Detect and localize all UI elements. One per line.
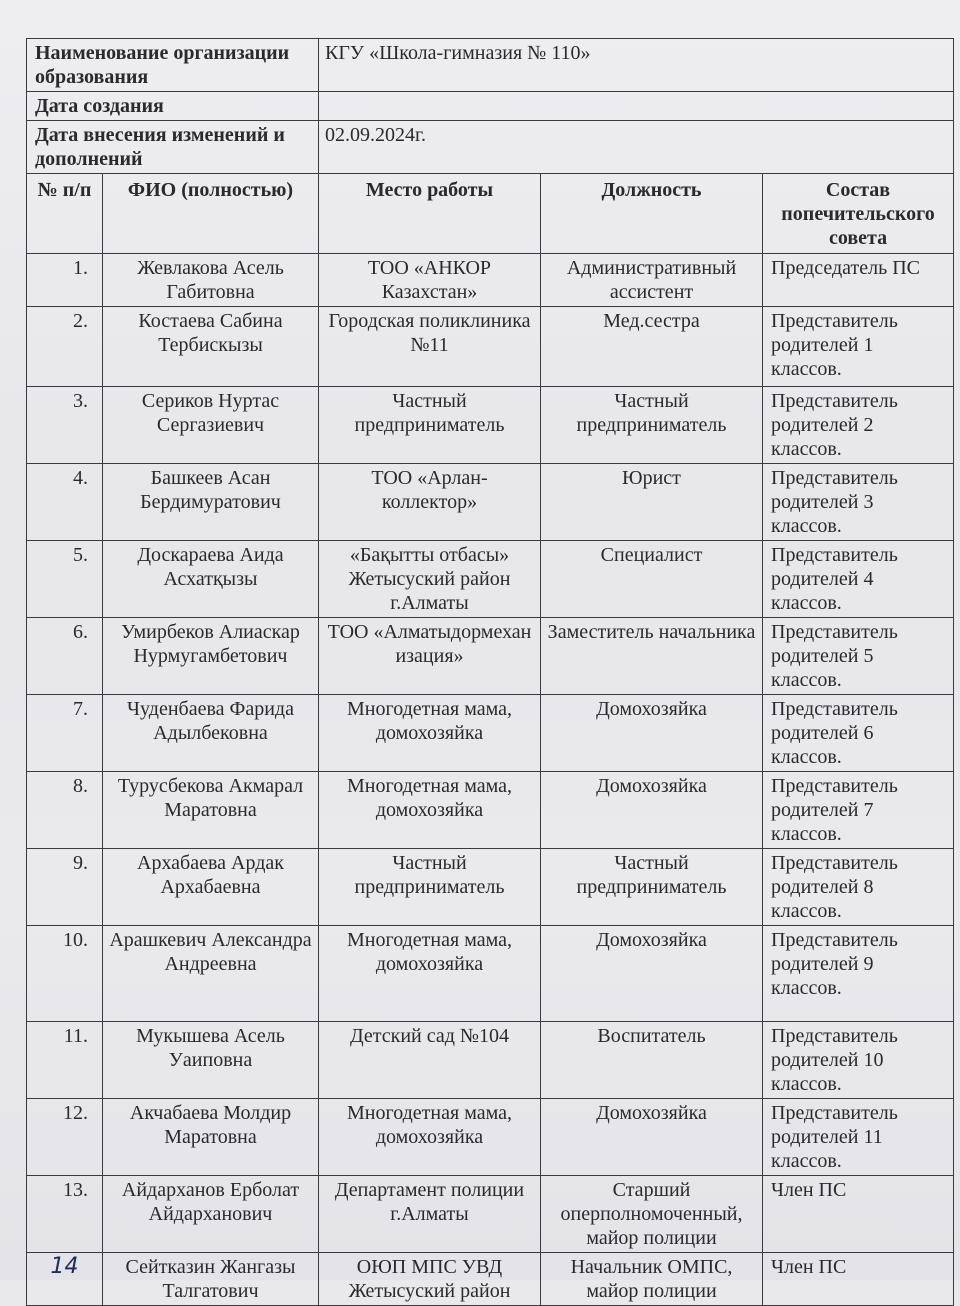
member-council-role: Представитель родителей 10 классов. (763, 1022, 954, 1099)
row-number: 5. (27, 541, 103, 618)
org-name-row (27, 39, 954, 92)
col-header-position: Должность (541, 174, 763, 254)
member-position: Домохозяйка (541, 926, 763, 1022)
member-workplace: ОЮП МПС УВД Жетысуский район (319, 1253, 541, 1306)
table-row (27, 387, 954, 464)
row-number-handwritten: 14 (27, 1253, 103, 1306)
member-name: Доскараева Аида Асхатқызы (103, 541, 319, 618)
row-number: 10. (27, 926, 103, 1022)
changed-date-row (27, 121, 954, 174)
table-row (27, 307, 954, 387)
row-number: 8. (27, 772, 103, 849)
changed-date-value: 02.09.2024г. (319, 121, 954, 174)
member-council-role: Председатель ПС (763, 254, 954, 307)
member-position: Административный ассистент (541, 254, 763, 307)
created-date-row (27, 92, 954, 121)
table-row (27, 254, 954, 307)
member-name: Башкеев Асан Бердимуратович (103, 464, 319, 541)
col-header-workplace: Место работы (319, 174, 541, 254)
member-name: Сериков Нуртас Сергазиевич (103, 387, 319, 464)
col-header-number: № п/п (27, 174, 103, 254)
row-number: 6. (27, 618, 103, 695)
member-position: Частный предприниматель (541, 387, 763, 464)
table-row (27, 926, 954, 1022)
member-position: Мед.сестра (541, 307, 763, 387)
member-name: Архабаева Ардак Архабаевна (103, 849, 319, 926)
table-row (27, 772, 954, 849)
member-name: Мукышева Асель Уаиповна (103, 1022, 319, 1099)
row-number: 2. (27, 307, 103, 387)
table-row (27, 849, 954, 926)
created-date-value (319, 92, 954, 121)
table-row (27, 618, 954, 695)
row-number: 4. (27, 464, 103, 541)
member-council-role: Представитель родителей 6 классов. (763, 695, 954, 772)
table-row (27, 1253, 954, 1306)
member-name: Акчабаева Молдир Маратовна (103, 1099, 319, 1176)
header-row (27, 174, 954, 254)
member-workplace: «Бақытты отбасы» Жетысуский район г.Алматы (319, 541, 541, 618)
member-council-role: Представитель родителей 7 классов. (763, 772, 954, 849)
row-number: 7. (27, 695, 103, 772)
member-name: Умирбеков Алиаскар Нурмугамбетович (103, 618, 319, 695)
member-position: Специалист (541, 541, 763, 618)
member-council-role: Представитель родителей 9 классов. (763, 926, 954, 1022)
member-council-role: Представитель родителей 11 классов. (763, 1099, 954, 1176)
member-council-role: Представитель родителей 5 классов. (763, 618, 954, 695)
row-number: 13. (27, 1176, 103, 1253)
member-workplace: Многодетная мама, домохозяйка (319, 772, 541, 849)
table-row (27, 1176, 954, 1253)
table-row (27, 1099, 954, 1176)
table-row (27, 1022, 954, 1099)
table-row (27, 541, 954, 618)
created-date-label: Дата создания (27, 92, 319, 121)
member-workplace: Городская поликлиника №11 (319, 307, 541, 387)
member-workplace: Частный предприниматель (319, 849, 541, 926)
member-position: Заместитель начальника (541, 618, 763, 695)
member-workplace: ТОО «Алматыдормеханизация» (319, 618, 541, 695)
member-name: Костаева Сабина Тербискызы (103, 307, 319, 387)
member-council-role: Представитель родителей 4 классов. (763, 541, 954, 618)
member-council-role: Член ПС (763, 1176, 954, 1253)
member-position: Старший оперполномоченный, майор полиции (541, 1176, 763, 1253)
row-number: 12. (27, 1099, 103, 1176)
member-position: Начальник ОМПС, майор полиции (541, 1253, 763, 1306)
member-workplace: Частный предприниматель (319, 387, 541, 464)
member-position: Домохозяйка (541, 772, 763, 849)
member-name: Арашкевич Александра Андреевна (103, 926, 319, 1022)
member-name: Сейтказин Жангазы Талгатович (103, 1253, 319, 1306)
member-council-role: Представитель родителей 1 классов. (763, 307, 954, 387)
org-name-label: Наименование организации образования (27, 39, 319, 92)
member-name: Жевлакова Асель Габитовна (103, 254, 319, 307)
row-number: 3. (27, 387, 103, 464)
member-council-role: Представитель родителей 8 классов. (763, 849, 954, 926)
row-number: 9. (27, 849, 103, 926)
org-name-value: КГУ «Школа-гимназия № 110» (319, 39, 954, 92)
col-header-council-role: Состав попечительского совета (763, 174, 954, 254)
row-number: 1. (27, 254, 103, 307)
member-name: Айдарханов Ерболат Айдарханович (103, 1176, 319, 1253)
member-position: Частный предприниматель (541, 849, 763, 926)
member-workplace: Детский сад №104 (319, 1022, 541, 1099)
member-position: Домохозяйка (541, 1099, 763, 1176)
member-workplace: ТОО «АНКОР Казахстан» (319, 254, 541, 307)
organization-info-table (26, 38, 954, 174)
member-workplace: Многодетная мама, домохозяйка (319, 695, 541, 772)
members-table (26, 173, 954, 1306)
member-council-role: Представитель родителей 3 классов. (763, 464, 954, 541)
member-name: Чуденбаева Фарида Адылбековна (103, 695, 319, 772)
member-position: Юрист (541, 464, 763, 541)
row-number: 11. (27, 1022, 103, 1099)
member-position: Воспитатель (541, 1022, 763, 1099)
member-workplace: Многодетная мама, домохозяйка (319, 926, 541, 1022)
table-row (27, 464, 954, 541)
col-header-name: ФИО (полностью) (103, 174, 319, 254)
table-row (27, 695, 954, 772)
member-workplace: ТОО «Арлан-коллектор» (319, 464, 541, 541)
member-name: Турусбекова Акмарал Маратовна (103, 772, 319, 849)
member-council-role: Член ПС (763, 1253, 954, 1306)
member-council-role: Представитель родителей 2 классов. (763, 387, 954, 464)
member-workplace: Департамент полиции г.Алматы (319, 1176, 541, 1253)
member-position: Домохозяйка (541, 695, 763, 772)
trustee-council-document (26, 38, 954, 1306)
changed-date-label: Дата внесения изменений и дополнений (27, 121, 319, 174)
member-workplace: Многодетная мама, домохозяйка (319, 1099, 541, 1176)
